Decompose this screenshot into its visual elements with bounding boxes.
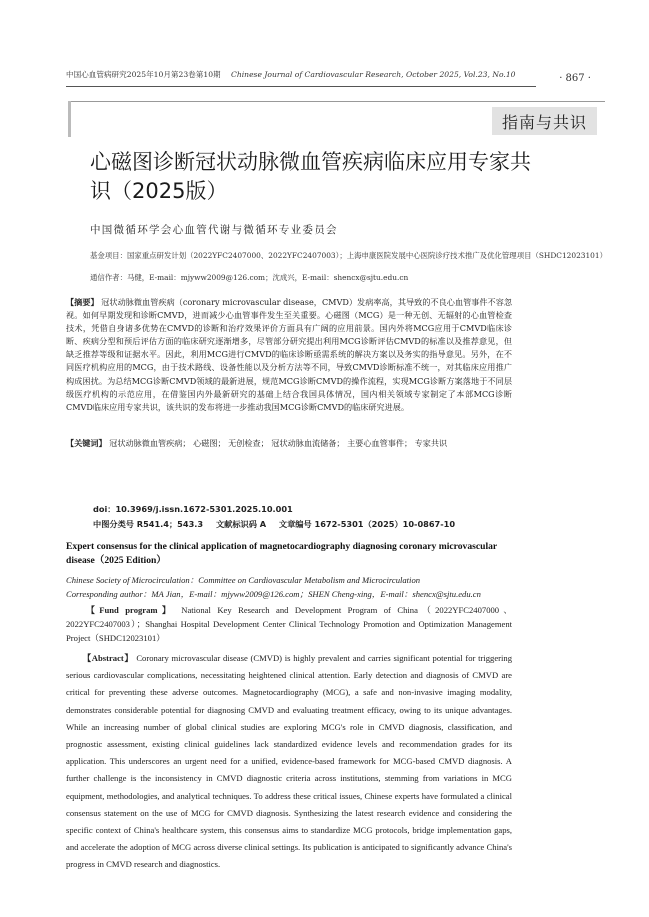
running-header bbox=[66, 70, 606, 80]
page-number: · 867 · bbox=[559, 73, 591, 84]
fund-program-en bbox=[66, 603, 512, 646]
keywords-cn-text: 冠状动脉微血管疾病； 心磁图； 无创检查； 冠状动脉血流储备； 主要心血管事件； 专家共识 bbox=[109, 438, 448, 448]
abstract-en-text: Coronary microvascular disease (CMVD) is highly prevalent and carries significant potential for triggering serious cardiovascular complications, necessitating heightened clinical attention. Early detection and diagnosis of CMVD are critical for preventing these adverse outcomes. Magnetocardiography (MCG), a safe and non-invasive imaging modality, demonstrates considerable potential for diagnosing CMVD and evaluating treatment efficacy, owing to its unique advantages. While an increasing number of global clinical studies are exploring MCG's role in CMVD diagnosis, classification, and prognostic assessment, existing clinical guidelines lack standardized evidence levels and recommendation grades for its application. This underscores an urgent need for a unified, evidence-based framework for MCG-based CMVD diagnosis. A further challenge is the inconsistency in CMVD diagnostic criteria across institutions, stemming from variations in MCG equipment, methodologies, and analytical techniques. To address these critical issues, Chinese experts have formulated a clinical consensus statement on the use of MCG for CMVD diagnosis. Synthesizing the latest research evidence and considering the specific context of China's healthcare system, this consensus aims to standardize MCG protocols, bridge implementation gaps, and accelerate the adoption of MCG across diverse clinical settings. Its publication is anticipated to significantly advance China's progress in CMVD research and diagnostics. bbox=[66, 653, 512, 870]
article-title-cn: 心磁图诊断冠状动脉微血管疾病临床应用专家共识（2025版） bbox=[90, 150, 531, 203]
document-code: 文献标识码 A bbox=[215, 519, 267, 529]
header-divider bbox=[66, 86, 536, 87]
corresponding-author-en: Corresponding author：MA Jian，E-mail：mjyww2009@126.com；SHEN Cheng-xing，E-mail：shencx@sjtu.edu.cn bbox=[66, 589, 481, 599]
article-title-en: Expert consensus for the clinical application of magnetocardiography diagnosing coronary microvascular disease（2025 Edition） bbox=[66, 541, 498, 566]
title-block-rule bbox=[68, 101, 605, 102]
corresponding-author-cn: 通信作者：马健，E-mail：mjyww2009@126.com；沈成兴，E-mail：shencx@sjtu.edu.cn bbox=[90, 273, 409, 282]
abstract-en bbox=[66, 650, 512, 874]
doi: doi：10.3969/j.issn.1672-5301.2025.10.001 bbox=[93, 504, 293, 514]
abstract-cn-text: 冠状动脉微血管疾病（coronary microvascular disease，CMVD）发病率高，其导致的不良心血管事件不容忽视。如何早期发现和诊断CMVD，进而减少心血管事件发生至关重要。心磁图（MCG）是一种无创、无辐射的心血管检查技术，凭借自身诸多优势在CMVD的诊断和治疗效果评价方面具有广阔的应用前景。国内外将MCG应用于CMVD临床诊断、疾病分型和预后评估方面的临床研究逐渐增多，尽管部分研究提出利用MCG诊断评估CMVD的标准以及推荐意见，但缺乏推荐等级和证据水平。因此，利用MCG进行CMVD的临床诊断亟需系统的解决方案以及务实的指导意见。另外，在不同医疗机构应用的MCG，由于技术路线、设备性能以及分析方法等不同，导致CMVD诊断标准不统一，对其临床应用推广构成困扰。为总结MCG诊断CMVD领域的最新进展，规范MCG诊断CMVD的操作流程，实现MCG诊断方案落地于不同层级医疗机构的示范应用，在借鉴国内外最新研究的基础上结合我国具体情况，国内相关领域专家制定了本部MCG诊断CMVD临床应用专家共识，该共识的发布将进一步推动我国MCG诊断CMVD的临床研究进展。 bbox=[66, 297, 512, 412]
authors-cn: 中国微循环学会心血管代谢与微循环专业委员会 bbox=[90, 224, 338, 236]
keywords-cn bbox=[66, 437, 512, 450]
abstract-cn bbox=[66, 296, 512, 414]
abstract-cn-label: 【摘要】 bbox=[66, 297, 99, 307]
journal-name-en: Chinese Journal of Cardiovascular Research, October 2025, Vol.23, No.10 bbox=[231, 70, 516, 79]
abstract-en-label: 【Abstract】 bbox=[82, 653, 134, 663]
fund-program-label: 【Fund program】 bbox=[82, 605, 175, 615]
journal-name-cn: 中国心血管病研究2025年10月第23卷第10期 bbox=[66, 70, 221, 79]
title-block-side-bar bbox=[68, 101, 71, 137]
section-tag: 指南与共识 bbox=[492, 107, 597, 135]
classification-line bbox=[93, 519, 465, 530]
fund-info-cn: 基金项目：国家重点研发计划（2022YFC2407000、2022YFC2407003）；上海申康医院发展中心医院诊疗技术推广及优化管理项目（SHDC12023101） bbox=[90, 251, 607, 260]
fund-program-text: National Key Research and Development Program of China（2022YFC2407000、2022YFC2407003）；Shanghai Hospital Development Center Clinical Technology Promotion and Optimization Management Project（SHDC12023101） bbox=[66, 605, 512, 644]
organization-en: Chinese Society of Microcirculation：Committee on Cardiovascular Metabolism and Microcirculation bbox=[66, 575, 421, 585]
clc-number: 中图分类号 R541.4；543.3 bbox=[93, 519, 204, 529]
keywords-cn-label: 【关键词】 bbox=[66, 438, 107, 448]
article-number: 文章编号 1672-5301（2025）10-0867-10 bbox=[278, 519, 456, 529]
